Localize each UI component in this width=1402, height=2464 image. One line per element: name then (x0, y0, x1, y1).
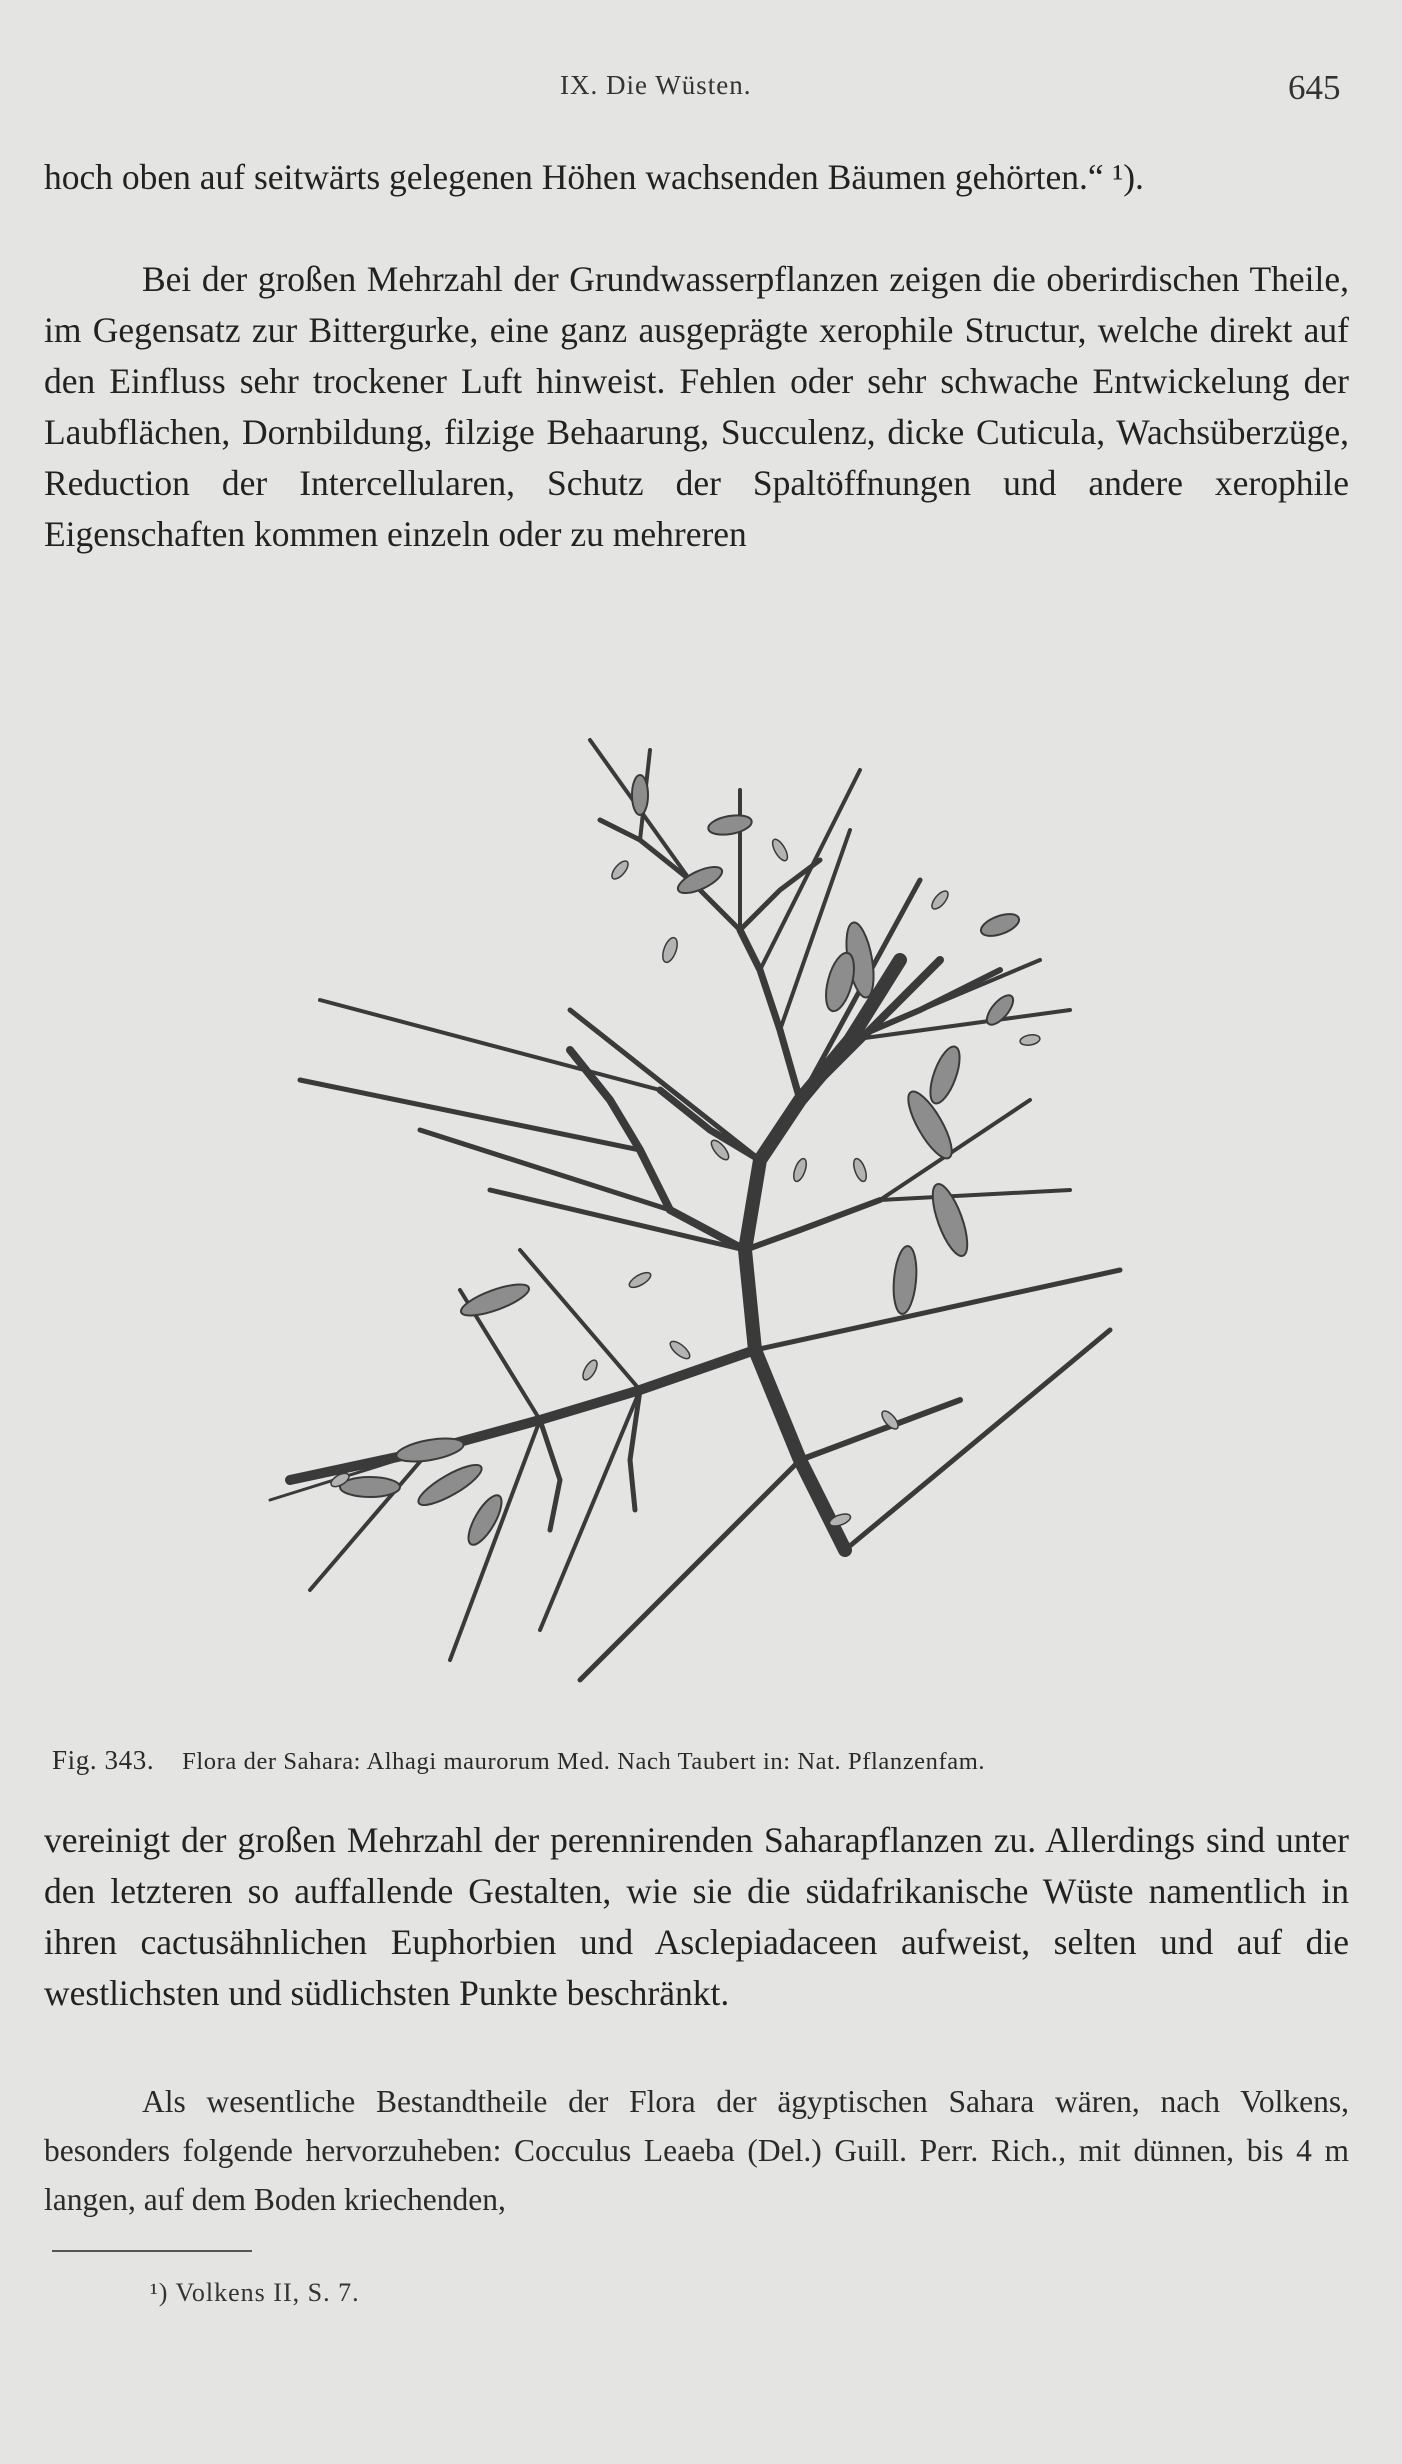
page-number: 645 (1288, 68, 1341, 107)
paragraph-continuation: hoch oben auf seitwärts gelegenen Höhen wachsenden Bäumen gehörten.“ ¹). (44, 157, 1144, 197)
page-header (0, 62, 1402, 122)
running-title: IX. Die Wüsten. (560, 70, 752, 100)
figure-caption (52, 1745, 1352, 1776)
thorny-plant-drawing (240, 630, 1140, 1710)
footnote: ¹) Volkens II, S. 7. (150, 2278, 360, 2307)
figure-caption-text: Flora der Sahara: Alhagi maurorum Med. Nach Taubert in: Nat. Pflanzenfam. (182, 1748, 986, 1775)
footnote-divider (52, 2250, 252, 2252)
paragraph-xerophile-structure: Bei der großen Mehrzahl der Grundwasserpflanzen zeigen die oberirdischen Theile, im Gegensatz zur Bittergurke, eine ganz ausgeprägte xerophile Structur, welche direkt auf den Einfluss sehr trockener Luft hinweist. Fehlen oder sehr schwache Entwickelung der Laubflächen, Dornbildung, filzige Behaarung, Succulenz, dicke Cuticula, Wachsüberzüge, Reduction der Intercellularen, Schutz der Spaltöffnungen und andere xerophile Eigenschaften kommen einzeln oder zu mehreren (44, 259, 1349, 554)
paragraph-egyptian-flora: Als wesentliche Bestandtheile der Flora der ägyptischen Sahara wären, nach Volkens, besonders folgende hervorzuheben: Cocculus Leaeba (Del.) Guill. Perr. Rich., mit dünnen, bis 4 m langen, auf dem Boden kriechenden, (44, 2084, 1349, 2217)
figure-alhagi-illustration (240, 630, 1140, 1710)
figure-number: Fig. 343. (52, 1745, 155, 1775)
paragraph-saharan-plants: vereinigt der großen Mehrzahl der perennirenden Saharapflanzen zu. Allerdings sind unter den letzteren so auffallende Gestalten, wie sie die südafrikanische Wüste namentlich in ihren cactusähnlichen Euphorbien und Asclepiadaceen aufweist, selten und auf die westlichsten und südlichsten Punkte beschränkt. (44, 1820, 1349, 2013)
